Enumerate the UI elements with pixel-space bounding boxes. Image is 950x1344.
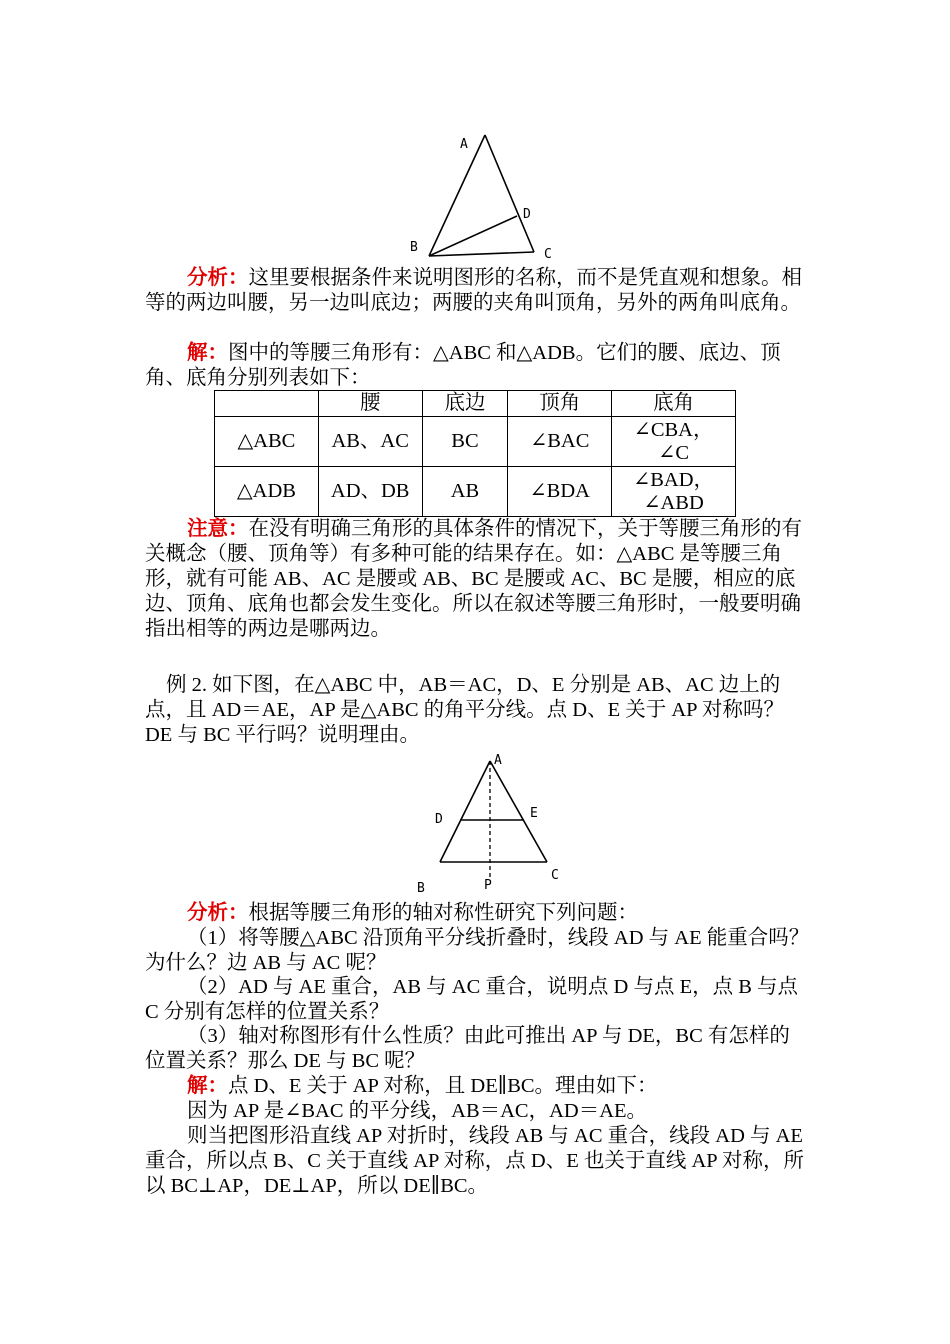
label-d: D bbox=[523, 207, 531, 222]
table-row bbox=[215, 467, 736, 517]
solution-text: 点 D、E 关于 AP 对称，且 DE∥BC。理由如下： bbox=[228, 1075, 658, 1097]
label-b: B bbox=[410, 240, 418, 255]
label-d: D bbox=[435, 812, 443, 827]
solution-paragraph-1 bbox=[145, 341, 810, 391]
solution-label: 解： bbox=[187, 342, 228, 364]
note-paragraph bbox=[145, 517, 810, 642]
example2-problem-text: 例 2. 如下图，在△ABC 中，AB＝AC，D、E 分别是 AB、AC 边上的点，且 AD＝AE，AP 是△ABC 的角平分线。点 D、E 关于 AP 对称吗？DE 与 BC 平行吗？说明理由。 bbox=[145, 674, 784, 746]
analysis-text: 这里要根据条件来说明图形的名称，而不是凭直观和想象。相等的两边叫腰，另一边叫底边；两腰的夹角叫顶角，另外的两角叫底角。 bbox=[145, 267, 802, 314]
table-cell: AD、DB bbox=[318, 467, 422, 517]
example2-problem bbox=[145, 673, 810, 748]
table-cell: AB、AC bbox=[318, 417, 422, 467]
analysis-text: 根据等腰三角形的轴对称性研究下列问题： bbox=[248, 902, 638, 924]
question-3: （3）轴对称图形有什么性质？由此可推出 AP 与 DE，BC 有怎样的位置关系？那么 DE 与 BC 呢？ bbox=[145, 1025, 790, 1072]
table-header-cell: 底边 bbox=[422, 391, 508, 417]
label-c: C bbox=[551, 868, 559, 883]
label-a: A bbox=[460, 137, 468, 152]
table-cell: BC bbox=[422, 417, 508, 467]
side-ac bbox=[490, 761, 547, 862]
note-text: 在没有明确三角形的具体条件的情况下，关于等腰三角形的有关概念（腰、顶角等）有多种可能的结果存在。如：△ABC 是等腰三角形，就有可能 AB、AC 是腰或 AB、BC 是腰或 AC、BC 是腰，相应的底边、顶角、底角也都会发生变化。所以在叙述等腰三角形时，一般要明确指出相等的两边是哪两边。 bbox=[145, 518, 802, 640]
reason-2: 则当把图形沿直线 AP 对折时，线段 AB 与 AC 重合，线段 AD 与 AE 重合，所以点 B、C 关于直线 AP 对称，点 D、E 也关于直线 AP 对称，所以 BC⊥AP，DE⊥AP，所以 DE∥BC。 bbox=[145, 1125, 805, 1197]
solution-text: 图中的等腰三角形有：△ABC 和△ADB。它们的腰、底边、顶角、底角分别列表如下： bbox=[145, 342, 781, 389]
analysis-label: 分析： bbox=[187, 902, 249, 924]
analysis-paragraph-2 bbox=[145, 901, 810, 926]
base-angle-2: ∠C bbox=[658, 441, 689, 464]
question-2: （2）AD 与 AE 重合，AB 与 AC 重合，说明点 D 与点 E，点 B 与点 C 分别有怎样的位置关系？ bbox=[145, 976, 799, 1023]
question-1: （1）将等腰△ABC 沿顶角平分线折叠时，线段 AD 与 AE 能重合吗？为什么？边 AB 与 AC 呢？ bbox=[145, 927, 810, 974]
side-ac bbox=[485, 135, 534, 252]
segment-bd bbox=[429, 216, 517, 256]
figure-triangle-abc-de bbox=[410, 750, 580, 898]
label-c: C bbox=[544, 247, 552, 262]
table-header-row bbox=[215, 391, 736, 417]
table-header-cell: 腰 bbox=[318, 391, 422, 417]
base-angle-1: ∠BAD， bbox=[633, 468, 715, 491]
analysis-label: 分析： bbox=[187, 267, 249, 289]
table-header-cell bbox=[215, 391, 319, 417]
table-cell: ∠BDA bbox=[508, 467, 612, 517]
analysis-paragraph-1 bbox=[145, 266, 810, 316]
side-ab bbox=[440, 761, 490, 862]
label-p: P bbox=[484, 878, 492, 893]
table-header-cell: 底角 bbox=[612, 391, 736, 417]
table-cell: △ABC bbox=[215, 417, 319, 467]
table-cell bbox=[612, 467, 736, 517]
label-b: B bbox=[417, 881, 425, 896]
side-ab bbox=[429, 135, 485, 256]
label-a: A bbox=[494, 753, 502, 768]
base-angle-1: ∠CBA， bbox=[633, 418, 714, 441]
table-cell: AB bbox=[422, 467, 508, 517]
solution-paragraph-2 bbox=[145, 1074, 810, 1099]
reason-1: 因为 AP 是∠BAC 的平分线，AB＝AC，AD＝AE。 bbox=[187, 1100, 648, 1122]
base-angle-2: ∠ABD bbox=[643, 491, 704, 514]
table-cell: △ADB bbox=[215, 467, 319, 517]
note-label: 注意： bbox=[187, 518, 249, 540]
solution-label: 解： bbox=[187, 1075, 228, 1097]
table-header-cell: 顶角 bbox=[508, 391, 612, 417]
label-e: E bbox=[530, 806, 538, 821]
side-bc bbox=[429, 252, 534, 256]
table-cell bbox=[612, 417, 736, 467]
table-cell: ∠BAC bbox=[508, 417, 612, 467]
figure-triangle-abc-adb bbox=[400, 130, 570, 265]
isosceles-table bbox=[214, 390, 736, 517]
table-row bbox=[215, 417, 736, 467]
